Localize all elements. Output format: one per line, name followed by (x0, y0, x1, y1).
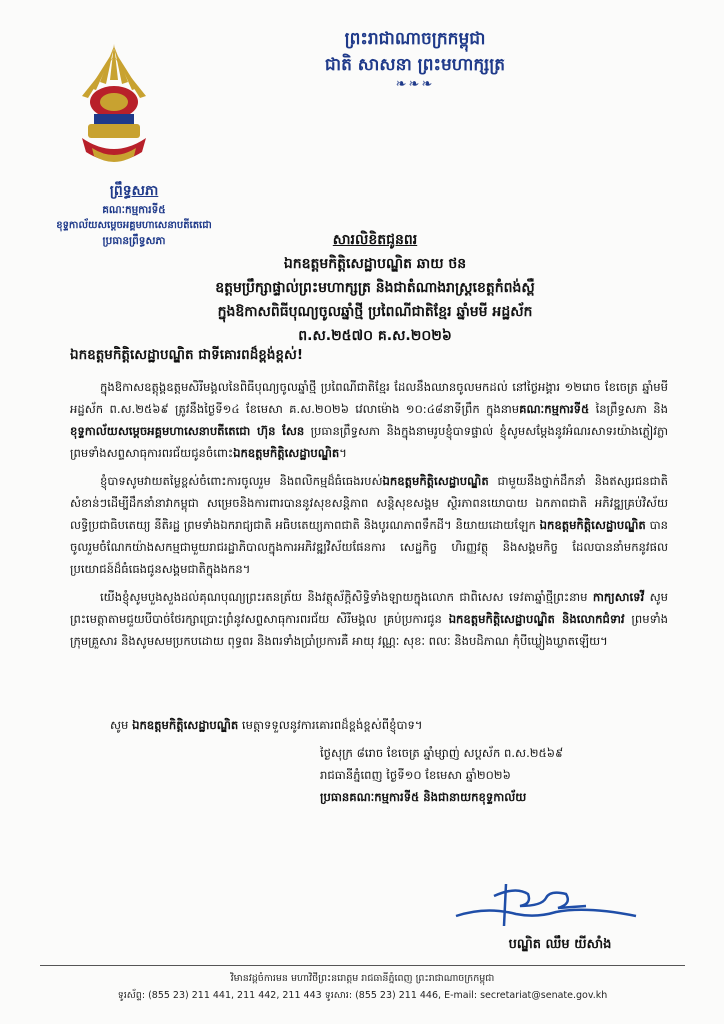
paragraph-bold: ឯកឧត្តមកិត្តិសេដ្ឋាបណ្ឌិត (233, 446, 340, 460)
org-name: ព្រឹទ្ធសភា (109, 183, 159, 199)
phone-label: ទូរស័ព្ទ: (117, 990, 146, 1001)
title-line: ឧត្តមប្រឹក្សាផ្ទាល់ព្រះមហាក្សត្រ និងជាតំណាងរាស្ត្រខេត្តកំពង់ស្ពឺ (215, 280, 535, 296)
fax-label: ទូរសារ: (324, 990, 353, 1001)
national-motto: ជាតិ សាសនា ព្រះមហាក្សត្រ (324, 55, 506, 75)
closing-text: មេត្តាទទួលនូវការគោរពដ៏ខ្ពង់ខ្ពស់ពីខ្ញុំបាទ។ (238, 718, 423, 732)
title-line: ឯកឧត្តមកិត្តិសេដ្ឋាបណ្ឌិត ឆាយ ថន (283, 256, 467, 272)
org-role: ប្រធានព្រឹទ្ធសភា (102, 235, 166, 247)
paragraph-text: បានចូលរួមចំណែកយ៉ាងសកម្មជាមួយរាជរដ្ឋាភិបាលក្នុងការអភិវឌ្ឍវិស័យផែនការ សេដ្ឋកិច្ច ហិរញ្ញវត្ថុ និងសង្គមកិច្ច ដែលបាននាំមកនូវផលប្រយោជន៍ដ៏ធំធេងជូនសង្គមជាតិក្នុងងកន។ (70, 518, 668, 576)
royal-emblem-icon (72, 40, 156, 172)
body-paragraph (70, 376, 668, 464)
paragraph-text: ប្រធានព្រឹទ្ធសភា និងក្នុងនាមរូបខ្ញុំបាទផ្ទាល់ ខ្ញុំសូមសម្តែងនូវអំណរសាទរយ៉ាងភ្លៀវភ្លា ព្រមទាំងសព្ទសាធុការពរជ័យជូនចំពោះ (70, 424, 668, 460)
salutation: ឯកឧត្តមកិត្តិសេដ្ឋាបណ្ឌិត ជាទីគោរពដ៏ខ្ពង់ខ្ពស់! (70, 347, 304, 363)
handwritten-signature (446, 876, 646, 936)
body-paragraph (70, 586, 668, 652)
title-line: សារលិខិតជូនពរ (332, 232, 418, 248)
solar-date: រាជធានីភ្នំពេញ ថ្ងៃទី១០ ខែមេសា ឆ្នាំ២០២៦ (320, 768, 511, 782)
phone-numbers: (855 23) 211 441, 211 442, 211 443 (148, 990, 322, 1001)
footer-contacts (40, 987, 685, 1004)
paragraph-text: ។ (339, 446, 347, 460)
lunar-date: ថ្ងៃសុក្រ ៨រោច ខែចេត្រ ឆ្នាំម្សាញ់ សប្តស័ក ព.ស.២៥៦៩ (320, 746, 564, 760)
paragraph-text: សូមព្រះមេត្តាតាមជួយបីបាច់ថែរក្សាប្រោះព្រំនូវសព្ទសាធុការពរជ័យ សិរីមង្គល គ្រប់ប្រការជូន (70, 590, 668, 626)
paragraph-bold: ខុទ្ទកាល័យសម្តេចអគ្គមហាសេនាបតីតេជោ ហ៊ុន សែន (70, 424, 305, 438)
closing-text: សូម (110, 718, 133, 732)
paragraph-text: ខ្ញុំបាទសូមវាយតម្លៃខ្ពស់ចំពោះការចូលរួម និងពលិកម្មដ៏ធំធេងរបស់ (100, 474, 383, 488)
kingdom-header (250, 26, 580, 92)
date-block (320, 742, 670, 808)
paragraph-text: នៃព្រឹទ្ធសភា និង (589, 402, 668, 416)
paragraph-bold: គណៈកម្មការទី៥ (519, 402, 590, 416)
email-link[interactable]: E-mail: secretariat@senate.gov.kh (444, 990, 608, 1001)
footer-address: វិមានវដ្ដចំការមន មហាវិថីព្រះនរោត្តម រាជធានីភ្នំពេញ ព្រះរាជាណាចក្រកម្ពុជា (230, 973, 495, 984)
paragraph-text: ក្នុងឱកាសឧត្តុង្គឧត្តមសិរីមង្គលនៃពិធីបុណ្យចូលឆ្នាំថ្មី ប្រពៃណីជាតិខ្មែរ ដែលនឹងឈានចូលមកដល់ នៅថ្ងៃអង្គារ ១២រោច ខែចេត្រ ឆ្នាំមមី អដ្ឋស័ក ព.ស.២៥៦៩ ត្រូវនឹងថ្ងៃទី១៤ ខែមេសា គ.ស.២០២៦ វេលាម៉ោង ១០:៤៨នាទីព្រឹក ក្នុងនាម (70, 380, 668, 416)
footer (40, 970, 685, 1004)
paragraph-text: ព្រមទាំងក្រុមគ្រួសារ និងសូមសមប្រកបដោយ ពុទ្ធពរ និងពរទាំងប្រាំប្រការគឺ អាយុ វណ្ណៈ សុខៈ ពលៈ និងបដិភាណ កុំបីឃ្លៀងឃ្លាតឡើយ។ (70, 612, 668, 648)
signatory-title: ប្រធានគណៈកម្មការទី៥ និងជានាយកខុទ្ទកាល័យ (320, 790, 527, 804)
closing-line (110, 714, 670, 736)
kingdom-name: ព្រះរាជាណាចក្រកម្ពុជា (344, 29, 486, 49)
paragraph-bold: ឯកឧត្តមកិត្តិសេដ្ឋាបណ្ឌិត (382, 474, 489, 488)
letter-body (70, 376, 668, 658)
letter-title (140, 228, 610, 348)
footer-divider (40, 965, 685, 966)
header-ornament: ❧❧❧ (395, 77, 435, 92)
signatory-name: បណ្ឌិត ឈឹម យីសាំង (508, 937, 612, 952)
org-office: ខុទ្ទកាល័យសម្តេចអគ្គមហាសេនាបតីតេជោ (56, 220, 212, 231)
paragraph-text: ជាមួយនឹងថ្នាក់ដឹកនាំ និងឥស្សរជនជាតិសំខាន់ៗដើម្បីដឹកនាំនាវាកម្ពុជា សម្រេចនិងការពារបាននូវសុខសន្តិភាព សន្តិសុខសង្គម ស្ថិរភាពនយោបាយ ឯកភាពជាតិ អភិវឌ្ឍគ្រប់វិស័យ លទ្ធិប្រជាធិបតេយ្យ នីតិរដ្ឋ ព្រមទាំងឯករាជ្យជាតិ អធិបតេយ្យភាពជាតិ និងបូរណភាពទឹកដី។ និយាយដោយឡែក (70, 474, 668, 532)
body-paragraph (70, 470, 668, 580)
paragraph-text: យើងខ្ញុំសូមបួងសួងដល់គុណបុណ្យព្រះរតនត្រ័យ និងវត្ថុស័ក្តិសិទ្ធិទាំងឡាយក្នុងលោក ជាពិសេស ទេវតាឆ្នាំថ្មីព្រះនាម (100, 590, 593, 604)
title-line: ព.ស.២៥៧០ គ.ស.២០២៦ (298, 328, 452, 344)
title-line: ក្នុងឱកាសពិធីបុណ្យចូលឆ្នាំថ្មី ប្រពៃណីជាតិខ្មែរ ឆ្នាំមមី អដ្ឋស័ក (217, 304, 533, 320)
paragraph-bold: កាក្យសាទេវី (592, 590, 645, 604)
paragraph-bold: ឯកឧត្តមកិត្តិសេដ្ឋាបណ្ឌិត និងលោកជំទាវ (448, 612, 625, 626)
paragraph-bold: ឯកឧត្តមកិត្តិសេដ្ឋាបណ្ឌិត (539, 518, 646, 532)
closing-bold: ឯកឧត្តមកិត្តិសេដ្ឋាបណ្ឌិត (132, 718, 239, 732)
fax-number: (855 23) 211 446, (355, 990, 442, 1001)
org-commission: គណៈកម្មការទី៥ (102, 204, 166, 216)
